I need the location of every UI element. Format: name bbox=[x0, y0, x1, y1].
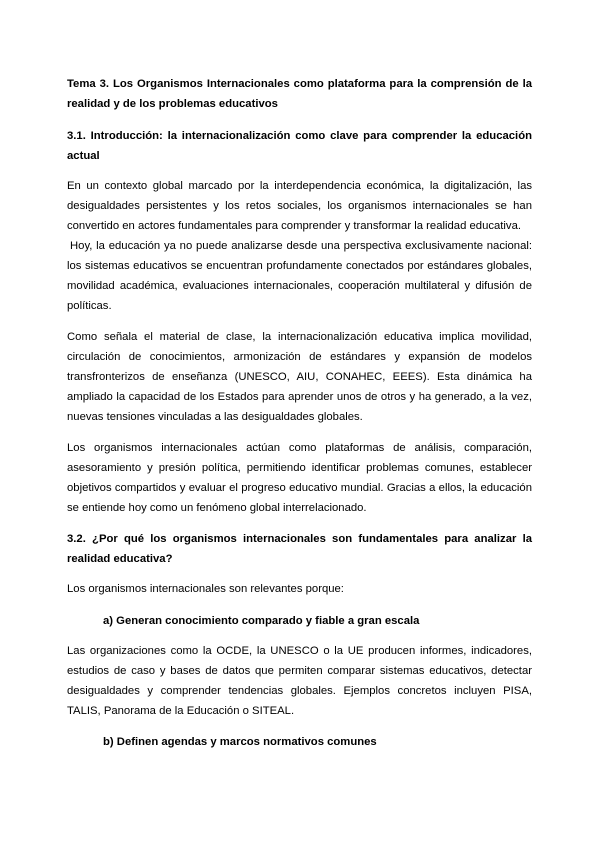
section-1-paragraph-4: Los organismos internacionales actúan como plataformas de análisis, comparación, asesoramiento y presión política, permitiendo identificar problemas comunes, establecer objetivos compartidos y evaluar el progreso educativo mundial. Gracias a ellos, la educación se entiende hoy como un fenómeno global interrelacionado. bbox=[67, 442, 532, 514]
section-1-paragraph-2: Hoy, la educación ya no puede analizarse desde una perspectiva exclusivamente nacional: los sistemas educativos se encuentran profundamente conectados por estándares globales, movilidad académica, evaluaciones internacionales, cooperación multilateral y difusión de políticas. bbox=[67, 240, 532, 312]
section-2-intro: Los organismos internacionales son relevantes porque: bbox=[67, 583, 344, 595]
section-2-heading: 3.2. ¿Por qué los organismos internacionales son fundamentales para analizar la realidad educativa? bbox=[67, 533, 532, 565]
section-1-paragraph-1: En un contexto global marcado por la interdependencia económica, la digitalización, las desigualdades persistentes y los retos sociales, los organismos internacionales se han convertido en actores fundamentales para comprender y transformar la realidad educativa. bbox=[67, 180, 532, 232]
document-title: Tema 3. Los Organismos Internacionales como plataforma para la comprensión de la realidad y de los problemas educativos bbox=[67, 78, 532, 110]
document-page bbox=[67, 74, 532, 762]
section-1-paragraph-3: Como señala el material de clase, la internacionalización educativa implica movilidad, circulación de conocimientos, armonización de estándares y expansión de modelos transfronterizos de enseñanza (UNESCO, AIU, CONAHEC, EEES). Esta dinámica ha ampliado la capacidad de los Estados para aprender unos de otros y ha generado, a la vez, nuevas tensiones vinculadas a las desigualdades globales. bbox=[67, 331, 532, 423]
item-a-heading: a) Generan conocimiento comparado y fiable a gran escala bbox=[103, 615, 420, 627]
section-1-heading: 3.1. Introducción: la internacionalización como clave para comprender la educación actual bbox=[67, 130, 532, 162]
item-b-heading: b) Definen agendas y marcos normativos comunes bbox=[103, 736, 377, 748]
item-a-text: Las organizaciones como la OCDE, la UNESCO o la UE producen informes, indicadores, estudios de caso y bases de datos que permiten comparar sistemas educativos, detectar desigualdades y comprender tendencias globales. Ejemplos concretos incluyen PISA, TALIS, Panorama de la Educación o SITEAL. bbox=[67, 645, 532, 717]
